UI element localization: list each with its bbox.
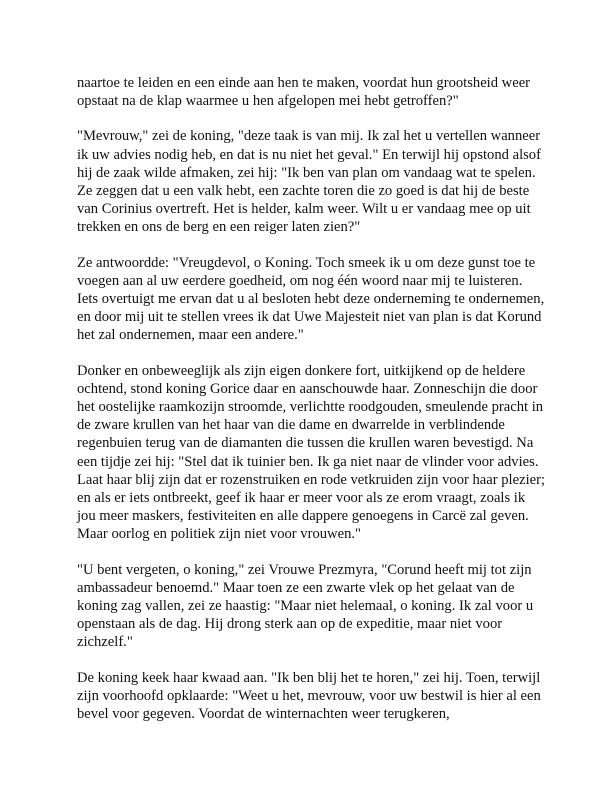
body-text xyxy=(77,74,547,723)
paragraph-2: "Mevrouw," zei de koning, "deze taak is van mij. Ik zal het u vertellen wanneer ik uw advies nodig heb, en dat is nu niet het geval." En terwijl hij opstond alsof hij de zaak wilde afmaken, zei hij: "Ik ben van plan om vandaag wat te spelen. Ze zeggen dat u een valk hebt, een zachte toren die zo goed is dat hij de beste van Corinius overtreft. Het is helder, kalm weer. Wilt u er vandaag mee op uit trekken en ons de berg en een reiger laten zien?" xyxy=(77,128,541,236)
paragraph-1: naartoe te leiden en een einde aan hen te maken, voordat hun grootsheid weer opstaat na de klap waarmee u hen afgelopen mei hebt getroffen?" xyxy=(77,75,531,110)
paragraph-3: Ze antwoordde: "Vreugdevol, o Koning. Toch smeek ik u om deze gunst toe te voegen aan al uw eerdere goedheid, om nog één woord naar mij te luisteren. Iets overtuigt me ervan dat u al besloten hebt deze onderneming te ondernemen, en door mij uit te stellen vrees ik dat Uwe Majesteit niet van plan is dat Korund het zal ondernemen, maar een andere." xyxy=(77,254,545,344)
paragraph-6: De koning keek haar kwaad aan. "Ik ben blij het te horen," zei hij. Toen, terwijl zijn voorhoofd opklaarde: "Weet u het, mevrouw, voor uw bestwil is hier al een bevel voor gegeven. Voordat de winternachten weer terugkeren, xyxy=(77,669,541,723)
paragraph-4: Donker en onbeweeglijk als zijn eigen donkere fort, uitkijkend op de heldere ochtend, stond koning Gorice daar en aanschouwde haar. Zonneschijn die door het oostelijke raamkozijn stroomde, verlichtte roodgouden, smeulende pracht in de zware krullen van het haar van die dame en dwarrelde in verblindende regenbuien terug van de diamanten die tussen die krullen waren bevestigd. Na een tijdje zei hij: "Stel dat ik tuinier ben. Ik ga niet naar de vlinder voor advies. Laat haar blij zijn dat er rozenstruiken en rode vetkruiden zijn voor haar plezier; en als er iets ontbreekt, geef ik haar er meer voor als ze erom vraagt, zoals ik jou meer maskers, festiviteiten en alle dappere genoegens in Carcë zal geven. Maar oorlog en politiek zijn niet voor vrouwen." xyxy=(77,362,546,543)
paragraph-5: "U bent vergeten, o koning," zei Vrouwe Prezmyra, "Corund heeft mij tot zijn ambassadeur benoemd." Maar toen ze een zwarte vlek op het gelaat van de koning zag vallen, zei ze haastig: "Maar niet helemaal, o koning. Ik zal voor u openstaan als de dag. Hij drong sterk aan op de expeditie, maar niet voor zichzelf." xyxy=(77,561,534,651)
